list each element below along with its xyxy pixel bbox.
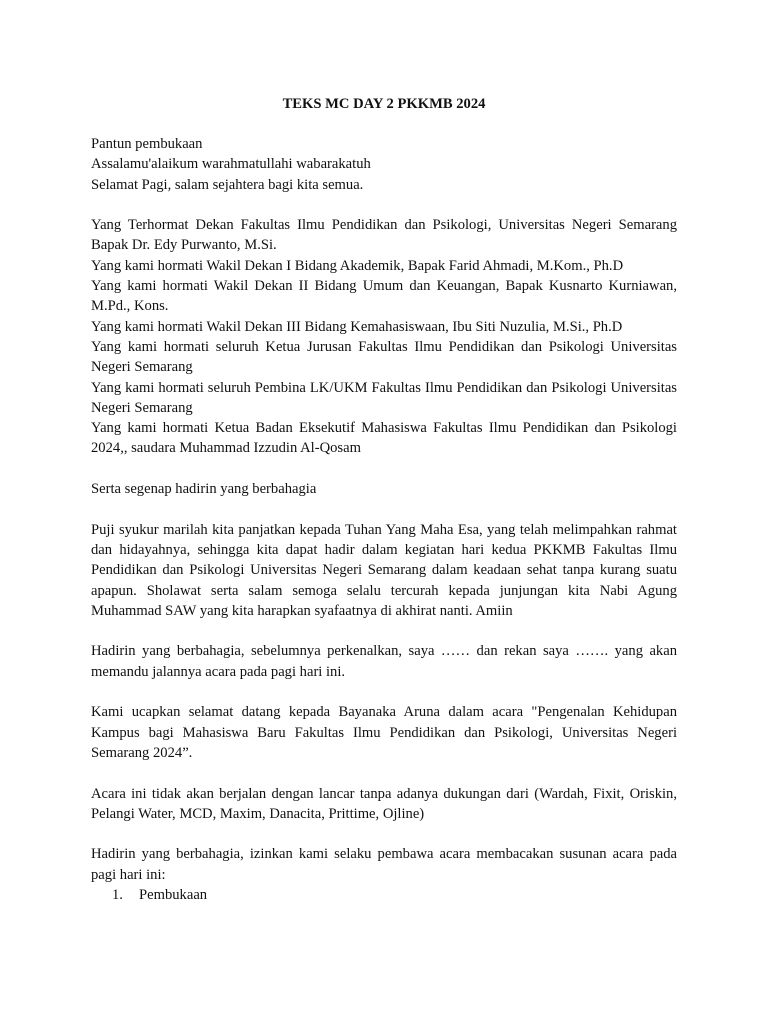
spacer [91,459,677,479]
spacer [91,824,677,844]
document-page [91,94,677,905]
spacer [91,621,677,641]
greeting-pembina: Yang kami hormati seluruh Pembina LK/UKM Fakultas Ilmu Pendidikan dan Psikologi Universitas Negeri Semarang [91,379,677,416]
welcome-paragraph: Kami ucapkan selamat datang kepada Bayanaka Aruna dalam acara "Pengenalan Kehidupan Kampus bagi Mahasiswa Baru Fakultas Ilmu Pendidikan dan Psikologi, Universitas Negeri Semarang 2024”. [91,704,677,761]
agenda-intro-paragraph: Hadirin yang berbahagia, izinkan kami selaku pembawa acara membacakan susunan acara pada pagi hari ini: [91,846,677,883]
spacer [91,763,677,783]
list-item [91,885,677,905]
introduction-paragraph: Hadirin yang berbahagia, sebelumnya perkenalkan, saya …… dan rekan saya ……. yang akan memandu jalannya acara pada pagi hari ini. [91,643,677,680]
greeting-wakil-dekan-3: Yang kami hormati Wakil Dekan III Bidang Kemahasiswaan, Ibu Siti Nuzulia, M.Si., Ph.D [91,318,623,335]
spacer [91,499,677,519]
opening-salam: Assalamu'alaikum warahmatullahi wabarakatuh [91,156,371,173]
audience-paragraph: Serta segenap hadirin yang berbahagia [91,481,317,498]
gratitude-paragraph: Puji syukur marilah kita panjatkan kepada Tuhan Yang Maha Esa, yang telah melimpahkan rahmat dan hidayahnya, sehingga kita dapat hadir dalam kegiatan hari kedua PKKMB Fakultas Ilmu Pendidikan dan Psikologi Universitas Negeri Semarang dalam keadaan sehat tanpa kurang suatu apapun. Sholawat serta salam semoga selalu tercurah kepada junjungan kita Nabi Agung Muhammad SAW yang kita harapkan syafaatnya di akhirat nanti. Amiin [91,521,677,619]
greeting-wakil-dekan-1: Yang kami hormati Wakil Dekan I Bidang Akademik, Bapak Farid Ahmadi, M.Kom., Ph.D [91,257,624,274]
greeting-ketua-bem: Yang kami hormati Ketua Badan Eksekutif Mahasiswa Fakultas Ilmu Pendidikan dan Psikologi 2024,, saudara Muhammad Izzudin Al-Qosam [91,420,677,457]
spacer [91,195,677,215]
list-item-label: Pembukaan [139,886,208,903]
opening-greeting: Selamat Pagi, salam sejahtera bagi kita semua. [91,176,364,193]
list-item-number: 1. [112,886,123,903]
opening-pantun: Pantun pembukaan [91,136,203,152]
document-title: TEKS MC DAY 2 PKKMB 2024 [282,96,486,112]
greeting-ketua-jurusan: Yang kami hormati seluruh Ketua Jurusan Fakultas Ilmu Pendidikan dan Psikologi Universitas Negeri Semarang [91,338,677,376]
agenda-list [91,885,677,905]
sponsors-paragraph: Acara ini tidak akan berjalan dengan lancar tanpa adanya dukungan dari (Wardah, Fixit, Oriskin, Pelangi Water, MCD, Maxim, Danacita, Prittime, Ojline) [91,785,677,822]
greeting-wakil-dekan-2: Yang kami hormati Wakil Dekan II Bidang Umum dan Keuangan, Bapak Kusnarto Kurniawan, M.Pd., Kons. [91,278,677,315]
greeting-dekan: Yang Terhormat Dekan Fakultas Ilmu Pendidikan dan Psikologi, Universitas Negeri Semarang Bapak Dr. Edy Purwanto, M.Si. [91,217,677,254]
spacer [91,682,677,702]
